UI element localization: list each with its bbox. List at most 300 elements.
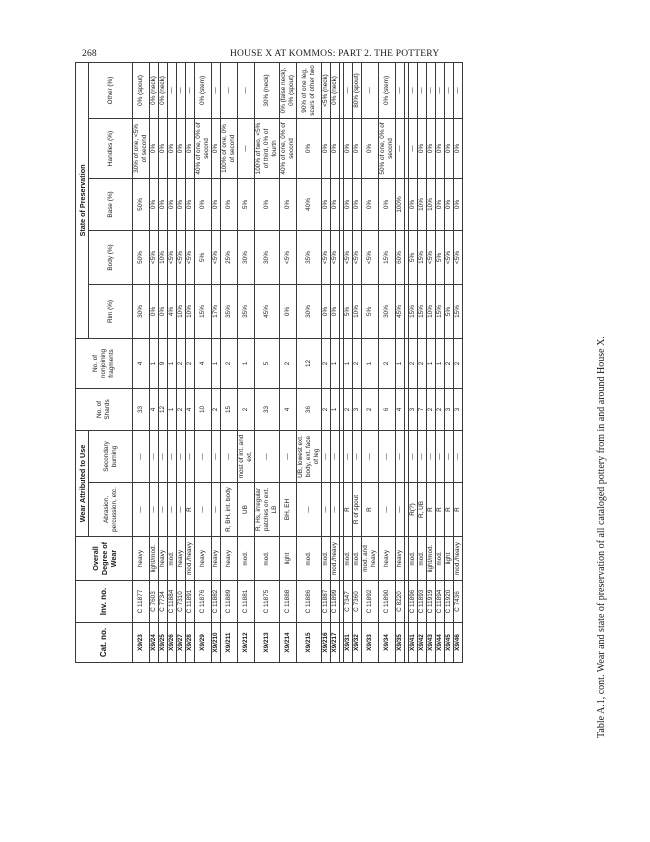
table-row [344,62,353,662]
table-cell: 0% [454,178,463,230]
table-cell: heavy [177,537,186,581]
col-header-cat-no: Cat. no. [76,623,133,663]
table-cell: mod./heavy [331,537,340,581]
table-cell: R [427,483,436,537]
table-cell: 0% [280,178,297,230]
table-cell: mod. [255,537,280,581]
table-cell: C 11919 [427,581,436,623]
table-cell: 9 [159,338,168,388]
table-cell: 0% [331,118,340,178]
table-cell: 0% [280,284,297,338]
table-cell: C 11888 [280,581,297,623]
table-cell: — [409,118,418,178]
table-cell: 15% [409,284,418,338]
table-cell: 1 [396,338,405,388]
table-cell: — [195,483,212,537]
table-cell: — [418,62,427,118]
table-row [445,62,454,662]
table-cell: 40% of one, 0% of second [280,118,297,178]
table-cell: 15% [436,284,445,338]
table-cell: 0% [353,118,362,178]
table-cell: — [133,483,150,537]
table-cell: <5% [445,230,454,284]
table-cell: mod. and heavy [362,537,379,581]
table-cell: X9/42 [418,623,427,663]
table-cell: X9/26 [168,623,177,663]
table-cell: mod. [436,537,445,581]
table-cell: 15% [195,284,212,338]
table-cell: 0% [344,118,353,178]
table-cell: X9/212 [238,623,255,663]
table-cell: 33 [255,388,280,430]
col-header-other: Other (%) [89,62,133,118]
table-cell: X9/34 [379,623,396,663]
table-cell: 0% [331,284,340,338]
table-cell: C 11887 [322,581,331,623]
table-cell: — [212,62,221,118]
table-row [436,62,445,662]
table-cell: 10% [177,284,186,338]
table-cell: C 7734 [159,581,168,623]
table-cell: 0% [159,178,168,230]
table-cell: 2 [344,388,353,430]
table-cell: mod. [168,537,177,581]
table-cell: C 11881 [238,581,255,623]
table-cell: — [177,483,186,537]
table-cell: 4% [168,284,177,338]
table-cell: 50% of one, 0% of second [379,118,396,178]
table-cell: X9/25 [159,623,168,663]
table-cell: 10 [195,388,212,430]
table-cell: <5% [427,230,436,284]
table-row [186,62,195,662]
table-cell: X9/27 [177,623,186,663]
table-row [396,62,405,662]
table-cell: 1 [427,338,436,388]
table-cell: 0% (neck) [331,62,340,118]
table-cell: 5% [362,284,379,338]
table-row [280,62,297,662]
table-row [427,62,436,662]
table-cell: X9/211 [221,623,238,663]
table-cell: 0% [212,178,221,230]
table-cell: X9/216 [322,623,331,663]
table-cell: — [353,430,362,482]
table-cell: C 7436 [454,581,463,623]
col-header-secondary-burning: Secondary burning [89,430,133,482]
table-cell: — [331,483,340,537]
table-cell: 4 [150,388,159,430]
table-cell: heavy [221,537,238,581]
table-cell: X9/41 [409,623,418,663]
table-cell: X9/28 [186,623,195,663]
table-cell: mod. [297,537,322,581]
table-cell: 45% [396,284,405,338]
table-cell: — [418,430,427,482]
table-cell: C 11893 [418,581,427,623]
table-cell: — [379,483,396,537]
table-cell: 40% [297,178,322,230]
table-cell: heavy [133,537,150,581]
table-cell: UB [238,483,255,537]
table-row [331,62,340,662]
table-cell: <5% [177,230,186,284]
table-cell: 7 [418,388,427,430]
wear-preservation-table [75,62,463,663]
table-cell: 5% [445,284,454,338]
table-cell: — [186,62,195,118]
table-cell: 1 [331,338,340,388]
table-cell: C 7347 [344,581,353,623]
table-cell: 25% [221,230,238,284]
table-cell: — [221,62,238,118]
table-cell: C 7360 [353,581,362,623]
table-cell: 2 [238,388,255,430]
table-cell: 45% [255,284,280,338]
table-cell: 17% [212,284,221,338]
table-row [221,62,238,662]
table-cell: heavy [159,537,168,581]
table-cell: 4 [186,388,195,430]
table-cell: X9/29 [195,623,212,663]
table-cell: 5% [409,230,418,284]
table-cell: — [212,483,221,537]
table-cell: 0% [150,178,159,230]
col-header-shards: No. of Shards [76,388,133,430]
table-row [212,62,221,662]
table-cell: X9/46 [454,623,463,663]
table-row [133,62,150,662]
table-cell: 5% [195,230,212,284]
table-cell: — [379,430,396,482]
table-cell: heavy [195,537,212,581]
table-cell: C 11899 [331,581,340,623]
col-group-preservation: State of Preservation [76,62,89,338]
table-cell: 35% [238,284,255,338]
table-cell: 33 [133,388,150,430]
table-cell: 4 [195,338,212,388]
table-cell: 100% of two, <5% of third, 0% of fourth [255,118,280,178]
table-cell: 4 [133,338,150,388]
table-cell: heavy [212,537,221,581]
table-cell: C 11886 [297,581,322,623]
table-cell: <5% [454,230,463,284]
table-cell: — [212,430,221,482]
table-cell: 35% [221,284,238,338]
table-cell: C 11889 [221,581,238,623]
table-cell: 0% [186,178,195,230]
table-cell: 0% [418,118,427,178]
table-cell: — [445,430,454,482]
col-header-body: Body (%) [89,230,133,284]
table-cell: 0% (stem) [379,62,396,118]
col-header-inv-no: Inv. no. [76,581,133,623]
table-cell: 15% [418,230,427,284]
table-cell: 0% [150,118,159,178]
table-cell: — [427,430,436,482]
table-cell: <5% [331,230,340,284]
table-cell: R [362,483,379,537]
table-cell: — [362,430,379,482]
table-cell: — [168,430,177,482]
running-title: HOUSE X AT KOMMOS: PART 2. THE POTTERY [230,49,440,59]
table-cell: X9/24 [150,623,159,663]
table-cell: — [238,62,255,118]
table-row [238,62,255,662]
col-group-wear-use: Wear Attributed to Use [76,430,89,536]
table-cell: — [396,483,405,537]
table-row [159,62,168,662]
table-cell: 0% [322,284,331,338]
table-cell: C 11920 [445,581,454,623]
table-cell: 5% [344,284,353,338]
table-cell: mod. [409,537,418,581]
table-cell: 35% [297,230,322,284]
table-cell: <5% [322,230,331,284]
table-cell: C 11882 [212,581,221,623]
table-cell: 3 [353,388,362,430]
table-cell: 1 [150,338,159,388]
table-row [177,62,186,662]
table-cell: 1 [436,338,445,388]
table-cell: X9/45 [445,623,454,663]
table-cell: 2 [454,338,463,388]
table-cell: mod./heavy [454,537,463,581]
table-cell: R(?) [409,483,418,537]
table-row [362,62,379,662]
table-cell: 60% [396,230,405,284]
table-cell: — [221,430,238,482]
table-cell: 0% [454,118,463,178]
table-cell: 100% [396,178,405,230]
table-cell: mod. [238,537,255,581]
table-cell: 6 [379,388,396,430]
table-cell: 0% [353,178,362,230]
table-cell: X9/31 [344,623,353,663]
table-cell: — [168,62,177,118]
table-cell: 0% (spout) [133,62,150,118]
table-cell: 12 [297,338,322,388]
table-cell: UB, lowest ext. body, ext. face of leg [297,430,322,482]
table-cell: mod. [353,537,362,581]
table-cell: — [195,430,212,482]
table-cell: 90% of one leg, scars of other two [297,62,322,118]
table-cell: 0% [159,284,168,338]
table-cell: 30% (neck) [255,62,280,118]
table-cell: 2 [186,338,195,388]
table-cell: 2 [177,338,186,388]
table-cell: mod. [322,537,331,581]
table-cell: 10% [427,178,436,230]
table-cell: 2 [436,388,445,430]
table-cell: 10% [353,284,362,338]
table-cell: <5% [168,230,177,284]
table-cell: 30% of one, <5% of second [133,118,150,178]
table-cell: R [445,483,454,537]
table-cell: 0% [186,118,195,178]
table-cell: 1 [168,338,177,388]
table-cell: 0% [150,284,159,338]
table-cell: — [331,430,340,482]
table-cell: — [436,62,445,118]
table-cell: 10% [418,178,427,230]
table-row [418,62,427,662]
table-cell: <5% [212,230,221,284]
table-row [353,62,362,662]
table-cell: light [280,537,297,581]
rotated-table-container [75,63,575,663]
table-cell: 2 [280,338,297,388]
table-cell: 1 [238,338,255,388]
table-cell: 1 [168,388,177,430]
table-cell: — [168,483,177,537]
table-cell: 0% [168,118,177,178]
table-cell: X9/32 [353,623,362,663]
table-row [379,62,396,662]
table-cell: — [159,430,168,482]
table-cell: 50% [133,178,150,230]
table-row [454,62,463,662]
table-cell: — [454,430,463,482]
table-cell: 2 [221,338,238,388]
table-cell: 2 [353,338,362,388]
table-cell: — [409,62,418,118]
table-cell: — [322,483,331,537]
table-cell: <5% [280,230,297,284]
col-header-fragments: No. of nonjoining fragments [76,338,133,388]
table-cell: 5% [436,230,445,284]
table-cell: 1 [212,338,221,388]
table-cell: 3 [445,388,454,430]
table-cell: X9/43 [427,623,436,663]
table-cell: 30% [133,284,150,338]
table-cell: 0% [195,178,212,230]
table-cell: 15% [379,230,396,284]
table-cell: 0% [177,118,186,178]
table-cell: 12 [159,388,168,430]
col-header-overall-wear: Overall Degree of Wear [76,537,133,581]
table-cell: X9/23 [133,623,150,663]
table-cell: 0% (neck) [159,62,168,118]
table-cell: — [362,62,379,118]
table-cell: <5% [150,230,159,284]
table-cell: 15% [454,284,463,338]
table-cell: R [186,483,195,537]
table-cell: 0% (stem) [195,62,212,118]
table-cell: 2 [322,338,331,388]
table-cell: 30% [379,284,396,338]
table-cell: C 11892 [362,581,379,623]
table-cell: 0% [168,178,177,230]
table-cell: — [280,430,297,482]
table-cell: X9/33 [362,623,379,663]
table-cell: mod. [344,537,353,581]
table-cell: 0% [297,118,322,178]
table-cell: <5% [362,230,379,284]
table-cell: <5% [344,230,353,284]
table-cell: 0% [362,178,379,230]
table-cell: X9/44 [436,623,445,663]
table-cell: — [344,62,353,118]
table-cell: 5 [255,338,280,388]
table-cell: 0% [322,118,331,178]
table-cell: 10% [186,284,195,338]
table-cell: C 11884 [168,581,177,623]
table-cell: 2 [322,388,331,430]
table-cell: 10% [427,284,436,338]
table-cell: 3 [454,388,463,430]
table-cell: C 8220 [396,581,405,623]
table-cell: 2 [418,338,427,388]
table-cell: 0% (false neck), 0% (spout) [280,62,297,118]
table-cell: 0% [344,178,353,230]
table-cell: 1 [362,338,379,388]
table-cell: R of spout [353,483,362,537]
table-cell: 15% [418,284,427,338]
table-cell: — [322,430,331,482]
table-cell: <5% [186,230,195,284]
table-row [168,62,177,662]
table-cell: 40% of one, 0% of second [195,118,212,178]
table-cell: 0% [436,118,445,178]
table-cell: — [445,62,454,118]
table-cell: 2 [362,388,379,430]
table-cell: R, BH, int. body [221,483,238,537]
table-cell: 0% [331,178,340,230]
table-cell: 2 [379,338,396,388]
table-cell: — [454,62,463,118]
table-cell: most of int. and ext. [238,430,255,482]
table-cell: C 11890 [379,581,396,623]
table-cell: — [344,430,353,482]
table-cell: 36 [297,388,322,430]
table-cell: R, Hs, irregular patches on ext. LB [255,483,280,537]
col-header-base: Base (%) [89,178,133,230]
col-header-rim: Rim (%) [89,284,133,338]
table-cell: C 11896 [409,581,418,623]
table-body [133,62,463,662]
table-cell: 0% [379,178,396,230]
table-cell: BH, EH [280,483,297,537]
table-cell: R [454,483,463,537]
table-cell: — [150,430,159,482]
table-cell: heavy [396,537,405,581]
table-cell: — [150,483,159,537]
table-cell: C 7603 [150,581,159,623]
table-cell: 0% [445,118,454,178]
table-cell: 2 [445,338,454,388]
table-row [195,62,212,662]
table-cell: X9/214 [280,623,297,663]
table-cell: R [344,483,353,537]
table-cell: 30% [238,230,255,284]
table-cell: 0% [177,178,186,230]
table-caption: Table A.1, cont. Wear and state of preservation of all cataloged pottery from in and around House X. [596,336,607,738]
table-cell: <5% (neck) [322,62,331,118]
table-row [409,62,418,662]
table-cell: — [177,430,186,482]
table-cell: — [159,483,168,537]
table-cell: 0% [427,118,436,178]
table-cell: — [396,118,405,178]
table-cell: X9/213 [255,623,280,663]
table-cell: 0% [445,178,454,230]
col-header-handles: Handles (%) [89,118,133,178]
col-header-abrasion: Abrasion, percussion, etc. [89,483,133,537]
table-cell: 0% [409,178,418,230]
table-cell: light/mod. [427,537,436,581]
table-cell: 0% [362,118,379,178]
